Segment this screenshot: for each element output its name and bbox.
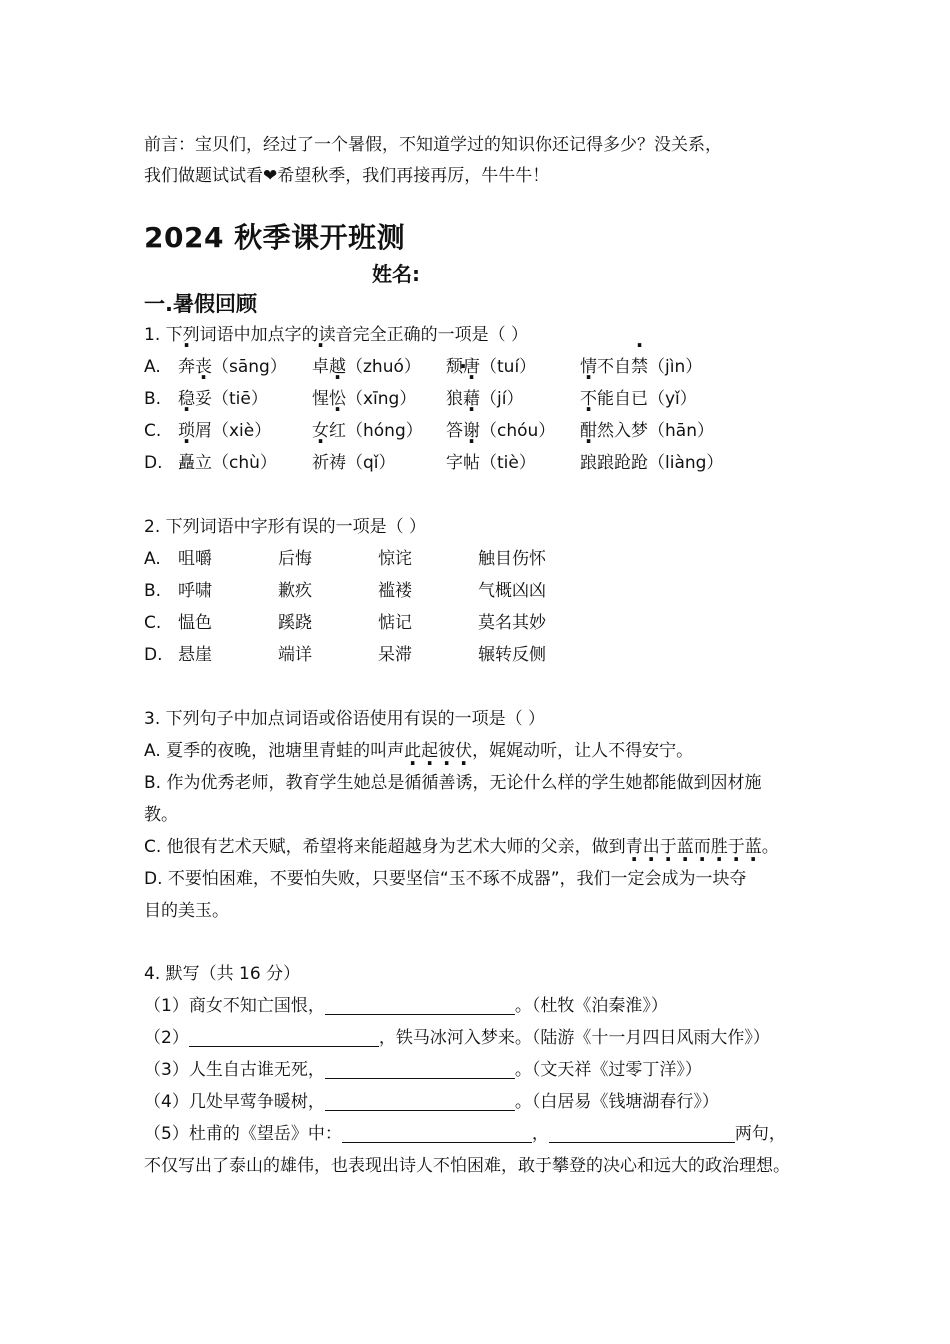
option-label: D. — [144, 453, 163, 473]
option-item: 矗立（chù） — [178, 447, 277, 479]
q3-option-a: A. 夏季的夜晚，池塘里青蛙的叫声此 .起 .彼 .伏 .，娓娓动听，让人不得安宁。 — [144, 735, 693, 767]
option-item: 琐屑（xiè） — [178, 415, 271, 447]
answer-blank[interactable] — [549, 1120, 735, 1143]
q4-item-4: （4）几处早莺争暖树， 。（白居易《钱塘湖春行》） — [144, 1086, 719, 1118]
option-item: 颓唐（tuí） — [446, 357, 537, 377]
name-label: 姓名: — [372, 262, 420, 286]
option-item: 褴褛 — [378, 581, 412, 601]
dotted-char: 此 . — [404, 735, 421, 767]
dotted-char: 于 . — [660, 831, 677, 863]
dotted-char: 胜 . — [711, 831, 728, 863]
option-item: 蹊跷 — [278, 613, 312, 633]
option-item: 愠色 — [178, 613, 212, 633]
option-label: C. — [144, 613, 162, 633]
option-item: 悬崖 — [178, 645, 212, 665]
q4-item-3: （3）人生自古谁无死， 。（文天祥《过零丁洋》） — [144, 1054, 702, 1086]
option-item: 后悔 — [278, 549, 312, 569]
option-label: A. — [144, 357, 161, 377]
option-label: B. — [144, 389, 162, 409]
option-item: 字帖（tiè） — [446, 447, 536, 479]
q3-c-dotted-phrase — [626, 837, 762, 857]
preface — [144, 130, 814, 192]
option-item: 踉踉跄跄（liàng） — [580, 447, 723, 479]
option-label: A. — [144, 549, 161, 569]
dotted-char: 蓝 . — [745, 831, 762, 863]
preface-line-2 — [144, 161, 814, 192]
dotted-char: 矗 — [178, 453, 195, 473]
option-label: D. — [144, 645, 163, 665]
option-item: 莫名其妙 — [478, 613, 546, 633]
dotted-char: 踉 — [580, 453, 597, 473]
answer-blank[interactable] — [325, 1056, 515, 1079]
option-item: 情不自禁（jìn） — [580, 351, 702, 383]
option-item: 咀嚼 — [178, 549, 212, 569]
option-label: C. — [144, 421, 162, 441]
dotted-char: 奔 — [178, 357, 195, 377]
option-item: 呆滞 — [378, 645, 412, 665]
dotted-char: 伏 . — [455, 735, 472, 767]
dotted-char: 不 — [580, 389, 597, 409]
option-item: 惊诧 — [378, 549, 412, 569]
section-title: 一.暑假回顾 — [144, 292, 257, 316]
q3-option-b-line-2: 教。 — [144, 805, 178, 825]
dotted-char: 卓 — [312, 357, 329, 377]
option-item: 气概凶凶 — [478, 581, 546, 601]
option-item: 酣然入梦（hān） — [580, 415, 714, 447]
dotted-char: 谢 — [463, 421, 480, 441]
option-item: 稳妥（tiē） — [178, 383, 268, 415]
q1-stem: 1. 下列词语中加点字的读音完全正确的一项是（ ） — [144, 325, 529, 345]
dotted-char: 红 — [329, 421, 346, 441]
option-item: 祈祷（qǐ） — [312, 447, 396, 479]
option-label: B. — [144, 581, 162, 601]
option-item: 女红（hóng） — [312, 415, 423, 447]
option-item: 奔丧（sāng） — [178, 351, 287, 383]
option-item: 端详 — [278, 645, 312, 665]
q3-stem: 3. 下列句子中加点词语或俗语使用有误的一项是（ ） — [144, 709, 546, 729]
preface-text-a: 我们做题试试看 — [144, 166, 263, 186]
dotted-char: 而 . — [694, 831, 711, 863]
page-title: 2024 秋季课开班测 — [144, 221, 406, 254]
option-item: 辗转反侧 — [478, 645, 546, 665]
heart-icon: ❤ — [263, 166, 278, 186]
dotted-char: 蓝 . — [677, 831, 694, 863]
q3-option-b-line-1: B. 作为优秀老师，教育学生她总是循循善诱，无论什么样的学生她都能做到因材施 — [144, 773, 762, 793]
option-item: 惺忪（xīng） — [312, 383, 416, 415]
q4-stem: 4. 默写（共 16 分） — [144, 964, 301, 984]
preface-line-1: 前言：宝贝们，经过了一个暑假，不知道学过的知识你还记得多少？没关系， — [144, 135, 722, 155]
dotted-char: 起 . — [421, 735, 438, 767]
q2-stem: 2. 下列词语中字形有误的一项是（ ） — [144, 517, 427, 537]
dotted-char: 琐 — [178, 421, 195, 441]
option-item: 呼啸 — [178, 581, 212, 601]
dotted-char: 酣 — [580, 421, 597, 441]
q4-item-2: （2） ，铁马冰河入梦来。（陆游《十一月四日风雨大作》） — [144, 1022, 770, 1054]
option-item: 狼藉（jí） — [446, 383, 523, 415]
answer-blank[interactable] — [325, 992, 515, 1015]
answer-blank[interactable] — [342, 1120, 532, 1143]
dotted-char: 妥 — [195, 389, 212, 409]
dotted-char: 禁 — [631, 357, 648, 377]
answer-blank[interactable] — [325, 1088, 515, 1111]
dotted-char: 出 . — [643, 831, 660, 863]
q3-option-c: C. 他很有艺术天赋，希望将来能超越身为艺术大师的父亲，做到青 .出 .于 .蓝 .而 .胜 .于 .蓝 .。 — [144, 831, 779, 863]
dotted-char: 帖 — [463, 453, 480, 473]
dotted-char: 青 . — [626, 831, 643, 863]
answer-blank[interactable] — [189, 1024, 379, 1047]
option-item: 不能自已（yǐ） — [580, 383, 697, 415]
option-item: 惦记 — [378, 613, 412, 633]
preface-text-b: 希望秋季，我们再接再厉，牛牛牛！ — [277, 166, 550, 186]
option-item: 触目伤怀 — [478, 549, 546, 569]
q3-option-d-line-2: 目的美玉。 — [144, 901, 229, 921]
q4-item-5: （5）杜甫的《望岳》中： ， 两句， — [144, 1118, 786, 1150]
dotted-char: 忪 — [329, 389, 346, 409]
q3-a-dotted-phrase — [404, 741, 472, 761]
q3-option-d-line-1: D. 不要怕困难，不要怕失败，只要坚信“玉不琢不成器”，我们一定会成为一块夺 — [144, 869, 747, 889]
dotted-char: 彼 . — [438, 735, 455, 767]
option-item: 歉疚 — [278, 581, 312, 601]
dotted-char: 祈 — [312, 453, 329, 473]
option-item: 答谢（chóu） — [446, 415, 555, 447]
option-item: 卓越（zhuó） — [312, 351, 421, 383]
q4-item-1: （1）商女不知亡国恨， 。（杜牧《泊秦淮》） — [144, 990, 668, 1022]
dotted-char: 于 . — [728, 831, 745, 863]
q4-item-5-line-2: 不仅写出了泰山的雄伟，也表现出诗人不怕困难，敢于攀登的决心和远大的政治理想。 — [144, 1156, 790, 1176]
dotted-char: 藉 — [463, 389, 480, 409]
